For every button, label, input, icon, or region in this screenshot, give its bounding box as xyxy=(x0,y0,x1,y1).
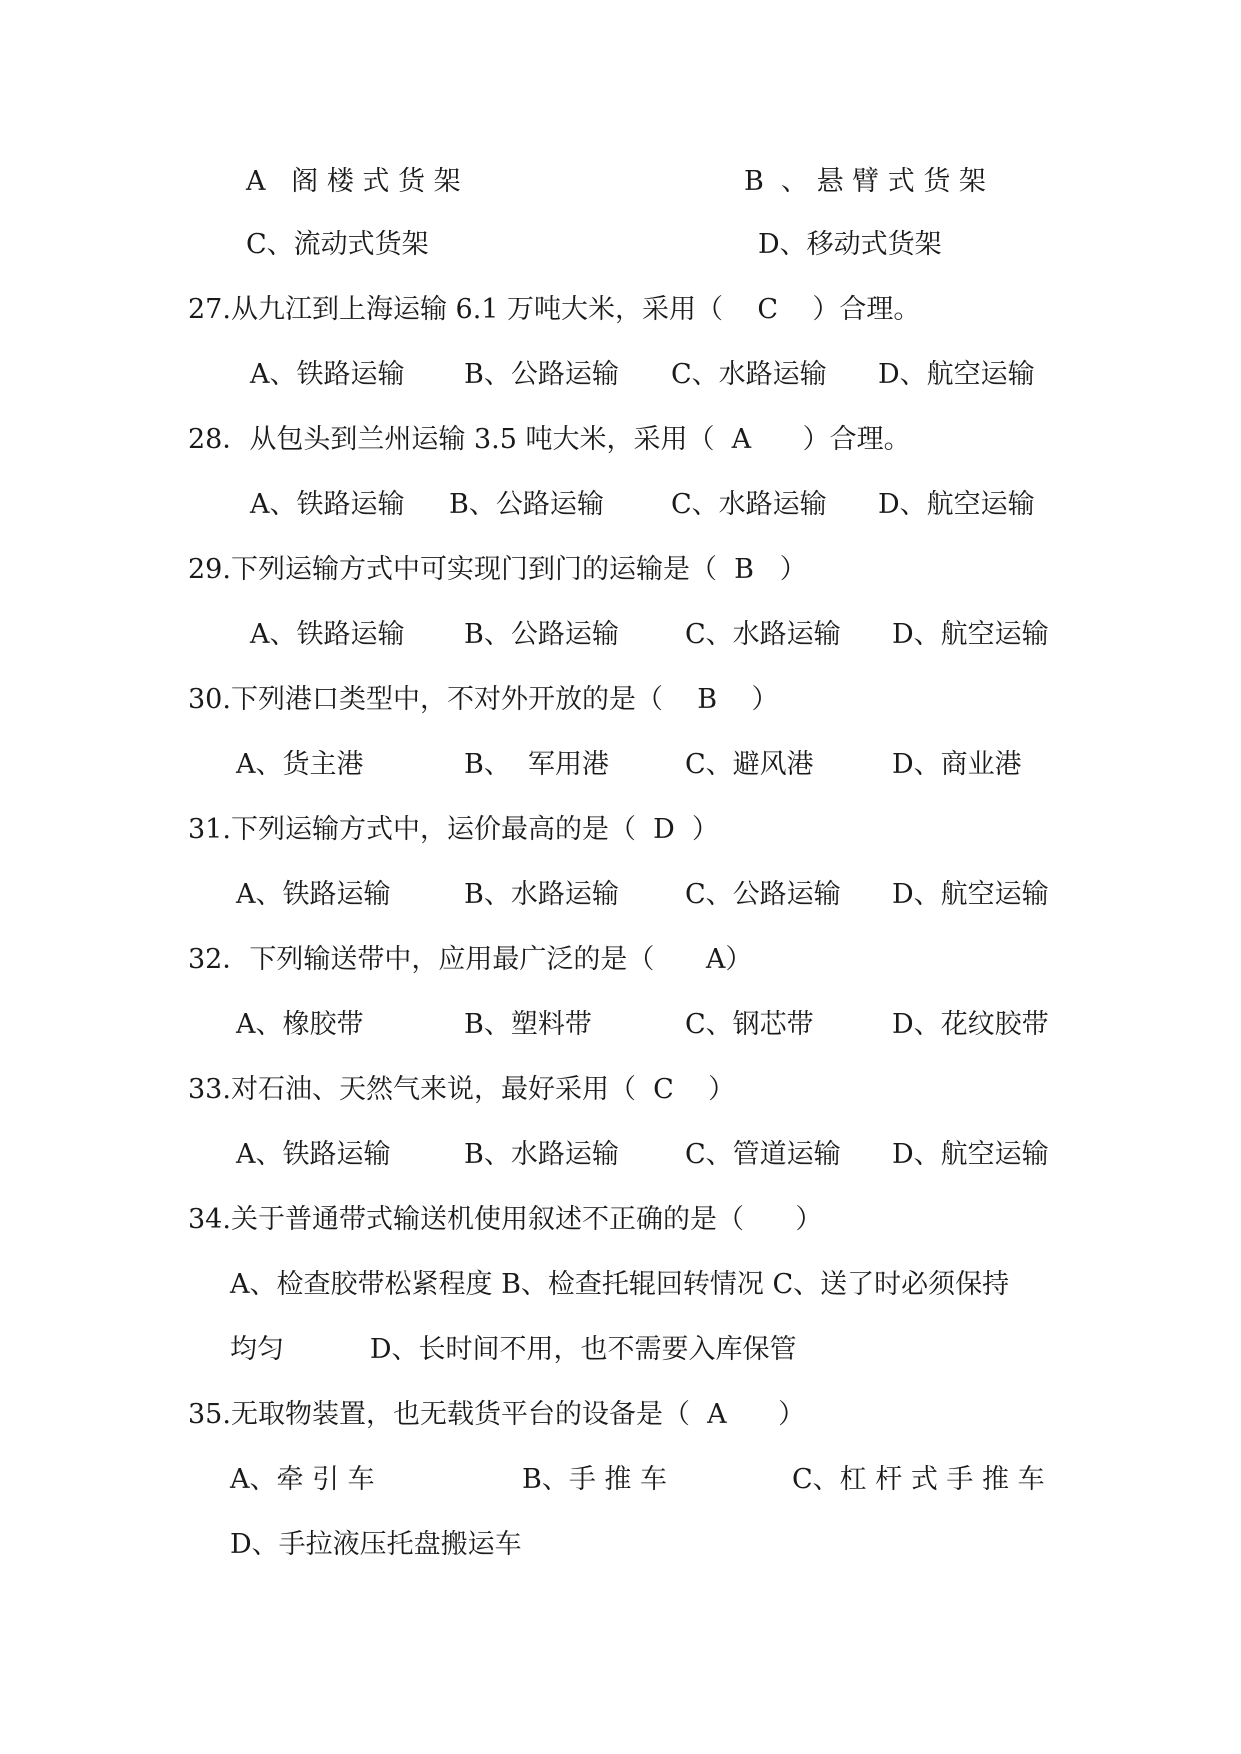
q35-option-b: B、手 推 车 xyxy=(522,1464,668,1495)
question-27: 27.从九江到上海运输 6.1 万吨大米，采用（ C ）合理。 xyxy=(188,294,921,325)
question-35: 35.无取物装置，也无载货平台的设备是（ A ） xyxy=(188,1399,806,1430)
q28-option-d: D、航空运输 xyxy=(878,489,1035,520)
q33-option-d: D、航空运输 xyxy=(892,1139,1049,1170)
option-a-loft-rack: A 阁 楼 式 货 架 xyxy=(246,166,461,197)
q33-option-b: B、水路运输 xyxy=(464,1139,619,1170)
q32-option-d: D、花纹胶带 xyxy=(892,1009,1049,1040)
q27-option-b: B、公路运输 xyxy=(464,359,619,390)
q30-option-b: B、 军用港 xyxy=(464,749,610,780)
q31-option-c: C、公路运输 xyxy=(685,879,841,910)
q32-option-b: B、塑料带 xyxy=(464,1009,592,1040)
question-29: 29.下列运输方式中可实现门到门的运输是（ B ） xyxy=(188,554,807,585)
q33-option-c: C、管道运输 xyxy=(685,1139,841,1170)
q31-option-d: D、航空运输 xyxy=(892,879,1049,910)
option-b-cantilever-rack: B 、 悬 臂 式 货 架 xyxy=(744,166,986,197)
question-30: 30.下列港口类型中，不对外开放的是（ B ） xyxy=(188,684,779,715)
q32-option-c: C、钢芯带 xyxy=(685,1009,814,1040)
question-34: 34.关于普通带式输送机使用叙述不正确的是（ ） xyxy=(188,1204,823,1235)
q35-option-c: C、杠 杆 式 手 推 车 xyxy=(792,1464,1045,1495)
q35-option-a: A、牵 引 车 xyxy=(230,1464,375,1495)
q32-option-a: A、橡胶带 xyxy=(236,1009,364,1040)
q35-option-d: D、手拉液压托盘搬运车 xyxy=(230,1529,522,1560)
q33-option-a: A、铁路运输 xyxy=(236,1139,391,1170)
question-28: 28．从包头到兰州运输 3.5 吨大米，采用（ A ）合理。 xyxy=(188,424,911,455)
q29-option-d: D、航空运输 xyxy=(892,619,1049,650)
q29-option-c: C、水路运输 xyxy=(685,619,841,650)
q34-options-line-1: A、检查胶带松紧程度 B、检查托辊回转情况 C、送了时必须保持 xyxy=(230,1269,1010,1300)
question-33: 33.对石油、天然气来说，最好采用（ C ） xyxy=(188,1074,736,1105)
q30-option-a: A、货主港 xyxy=(236,749,364,780)
q34-options-line-2: 均匀 D、长时间不用，也不需要入库保管 xyxy=(230,1334,797,1365)
q27-option-a: A、铁路运输 xyxy=(250,359,405,390)
q28-option-c: C、水路运输 xyxy=(671,489,827,520)
q27-option-c: C、水路运输 xyxy=(671,359,827,390)
q30-option-c: C、避风港 xyxy=(685,749,814,780)
q31-option-a: A、铁路运输 xyxy=(236,879,391,910)
question-31: 31.下列运输方式中，运价最高的是（ D ） xyxy=(188,814,719,845)
q29-option-a: A、铁路运输 xyxy=(250,619,405,650)
q27-option-d: D、航空运输 xyxy=(878,359,1035,390)
option-c-flow-rack: C、流动式货架 xyxy=(246,229,429,260)
question-32: 32．下列输送带中，应用最广泛的是（ A） xyxy=(188,944,753,975)
q29-option-b: B、公路运输 xyxy=(464,619,619,650)
q28-option-a: A、铁路运输 xyxy=(250,489,405,520)
q31-option-b: B、水路运输 xyxy=(464,879,619,910)
option-d-mobile-rack: D、移动式货架 xyxy=(758,229,942,260)
q30-option-d: D、商业港 xyxy=(892,749,1022,780)
q28-option-b: B、公路运输 xyxy=(449,489,604,520)
